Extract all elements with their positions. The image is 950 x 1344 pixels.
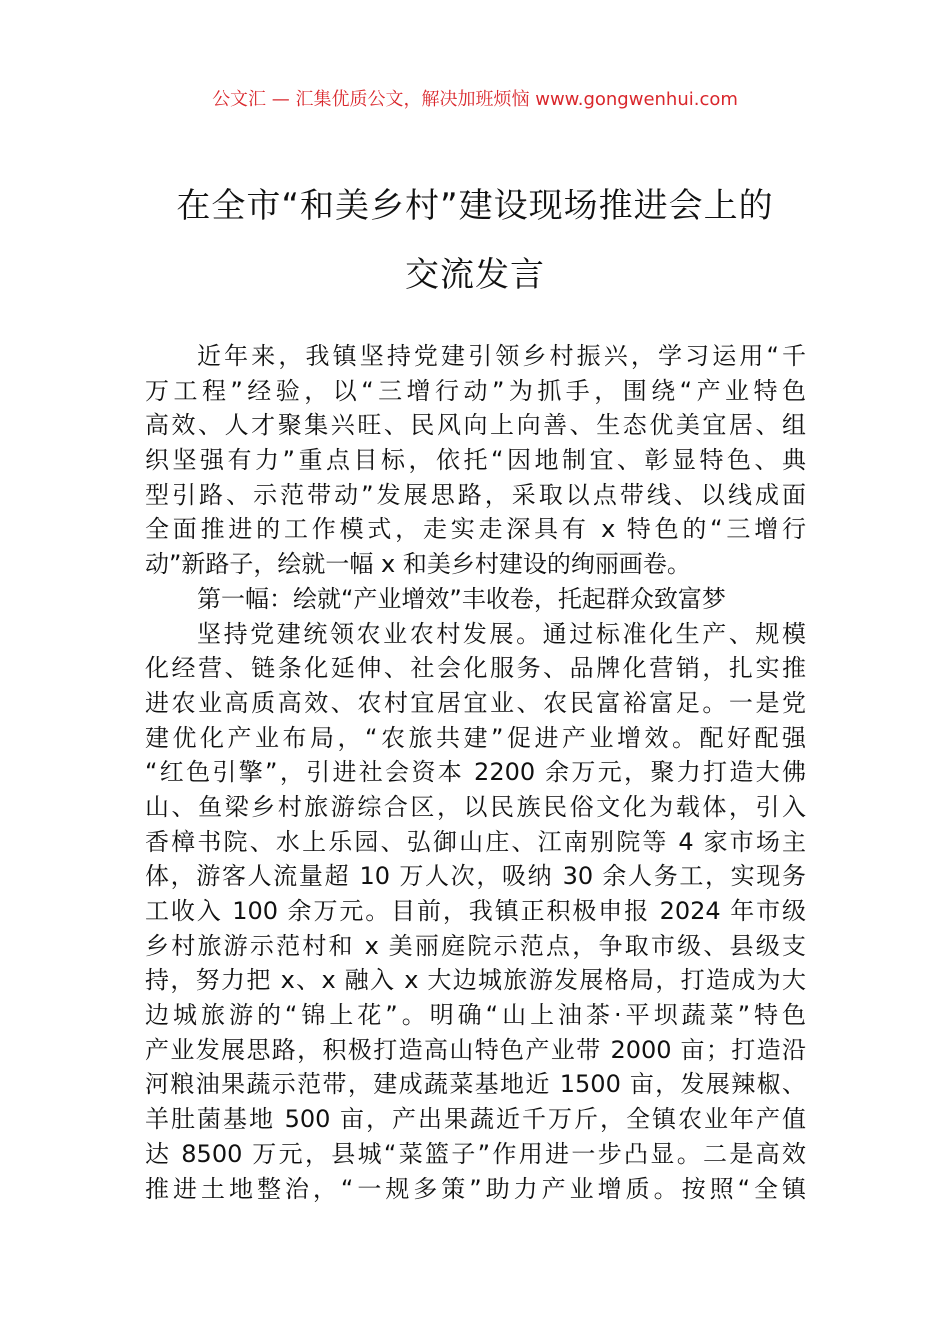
paragraph-line: 乡村旅游示范村和 x 美丽庭院示范点，争取市级、县级支 xyxy=(145,931,806,960)
document-title-line-2: 交流发言 xyxy=(405,255,545,295)
paragraph-line: 达 8500 万元，县城“菜篮子”作用进一步凸显。二是高效 xyxy=(145,1139,806,1168)
document-title-line-1: 在全市“和美乡村”建设现场推进会上的 xyxy=(176,186,774,226)
paragraph-line: 羊肚菌基地 500 亩，产出果蔬近千万斤，全镇农业年产值 xyxy=(145,1105,806,1134)
watermark-header: 公文汇 — 汇集优质公文，解决加班烦恼 www.gongwenhui.com xyxy=(212,89,738,110)
paragraph-line: 动”新路子，绘就一幅 x 和美乡村建设的绚丽画卷。 xyxy=(145,550,691,579)
section-heading: 第一幅：绘就“产业增效”丰收卷，托起群众致富梦 xyxy=(197,584,726,613)
paragraph-line: 持，努力把 x、x 融入 x 大边城旅游发展格局，打造成为大 xyxy=(145,966,806,995)
document-body xyxy=(145,339,806,1206)
paragraph-line: 近年来，我镇坚持党建引领乡村振兴，学习运用“千 xyxy=(197,342,806,370)
paragraph-line: 型引路、示范带动”发展思路，采取以点带线、以线成面 xyxy=(145,480,806,509)
paragraph-line: 高效、人才聚集兴旺、民风向上向善、生态优美宜居、组 xyxy=(145,411,806,440)
paragraph-line: 化经营、链条化延伸、社会化服务、品牌化营销，扎实推 xyxy=(145,654,806,683)
paragraph-line: “红色引擎”，引进社会资本 2200 余万元，聚力打造大佛 xyxy=(145,758,806,787)
paragraph-line: 建优化产业布局，“农旅共建”促进产业增效。配好配强 xyxy=(145,723,806,752)
paragraph-line: 全面推进的工作模式，走实走深具有 x 特色的“三增行 xyxy=(145,515,806,544)
paragraph-line: 织坚强有力”重点目标，依托“因地制宜、彰显特色、典 xyxy=(145,446,806,475)
paragraph-line: 万工程”经验，以“三增行动”为抓手，围绕“产业特色 xyxy=(145,376,806,405)
paragraph-line: 工收入 100 余万元。目前，我镇正积极申报 2024 年市级 xyxy=(145,897,806,925)
paragraph-line: 边城旅游的“锦上花”。明确“山上油茶·平坝蔬菜”特色 xyxy=(145,1001,806,1030)
paragraph-line: 产业发展思路，积极打造高山特色产业带 2000 亩；打造沿 xyxy=(145,1035,806,1064)
paragraph-line: 河粮油果蔬示范带，建成蔬菜基地近 1500 亩，发展辣椒、 xyxy=(145,1070,806,1099)
paragraph-line: 推进土地整治，“一规多策”助力产业增质。按照“全镇 xyxy=(145,1174,806,1203)
paragraph-line: 进农业高质高效、农村宜居宜业、农民富裕富足。一是党 xyxy=(145,688,806,717)
paragraph-line: 香樟书院、水上乐园、弘御山庄、江南别院等 4 家市场主 xyxy=(145,827,806,856)
paragraph-line: 山、鱼梁乡村旅游综合区，以民族民俗文化为载体，引入 xyxy=(145,792,806,821)
paragraph-line: 坚持党建统领农业农村发展。通过标准化生产、规模 xyxy=(197,619,806,648)
paragraph-line: 体，游客人流量超 10 万人次，吸纳 30 余人务工，实现务 xyxy=(145,862,806,891)
